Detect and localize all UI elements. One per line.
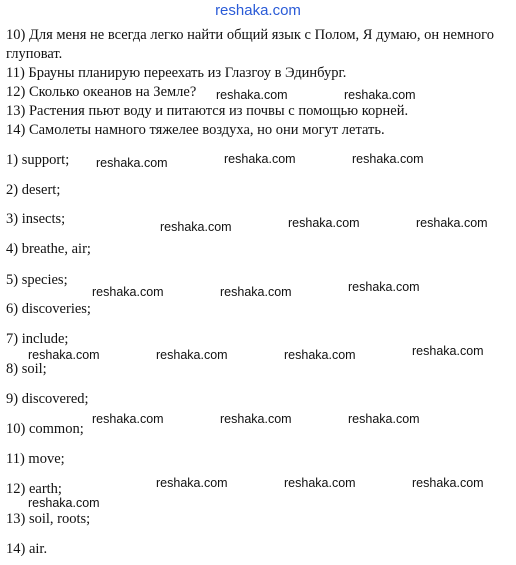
watermark: reshaka.com (92, 285, 164, 299)
watermark: reshaka.com (348, 280, 420, 294)
answer-8: 8) soil; (6, 361, 47, 377)
sentence-13: 13) Растения пьют воду и питаются из почвы с помощью корней. (6, 103, 409, 119)
answer-5: 5) species; (6, 272, 68, 288)
answer-6: 6) discoveries; (6, 301, 91, 317)
watermark: reshaka.com (284, 476, 356, 490)
answer-4: 4) breathe, air; (6, 241, 91, 257)
sentence-10: 10) Для меня не всегда легко найти общий язык с Полом, Я думаю, он немного глуповат. (6, 27, 494, 62)
watermark: reshaka.com (416, 216, 488, 230)
watermark: reshaka.com (288, 216, 360, 230)
watermark: reshaka.com (352, 152, 424, 166)
sentence-11: 11) Брауны планирую переехать из Глазгоу в Эдинбург. (6, 65, 347, 81)
answer-11: 11) move; (6, 451, 65, 467)
answer-9: 9) discovered; (6, 391, 89, 407)
watermark: reshaka.com (28, 348, 100, 362)
answer-13: 13) soil, roots; (6, 511, 91, 527)
watermark: reshaka.com (96, 156, 168, 170)
sentence-12: 12) Сколько океанов на Земле? (6, 84, 197, 100)
watermark: reshaka.com (156, 476, 228, 490)
site-watermark-header: reshaka.com (215, 2, 301, 19)
watermark: reshaka.com (92, 412, 164, 426)
answer-14: 14) air. (6, 541, 48, 557)
watermark: reshaka.com (28, 496, 100, 510)
watermark: reshaka.com (160, 220, 232, 234)
answer-10: 10) common; (6, 421, 84, 437)
watermark: reshaka.com (348, 412, 420, 426)
watermark: reshaka.com (224, 152, 296, 166)
watermark: reshaka.com (220, 285, 292, 299)
translation-sentences (6, 26, 511, 140)
answer-12: 12) earth; (6, 481, 62, 497)
answer-2: 2) desert; (6, 182, 61, 198)
answer-3: 3) insects; (6, 211, 66, 227)
answer-7: 7) include; (6, 331, 69, 347)
watermark: reshaka.com (412, 344, 484, 358)
watermark: reshaka.com (284, 348, 356, 362)
watermark: reshaka.com (344, 88, 416, 102)
watermark: reshaka.com (216, 88, 288, 102)
watermark: reshaka.com (156, 348, 228, 362)
answer-1: 1) support; (6, 152, 70, 168)
watermark: reshaka.com (412, 476, 484, 490)
watermark: reshaka.com (220, 412, 292, 426)
sentence-14: 14) Самолеты намного тяжелее воздуха, но они могут летать. (6, 122, 385, 138)
